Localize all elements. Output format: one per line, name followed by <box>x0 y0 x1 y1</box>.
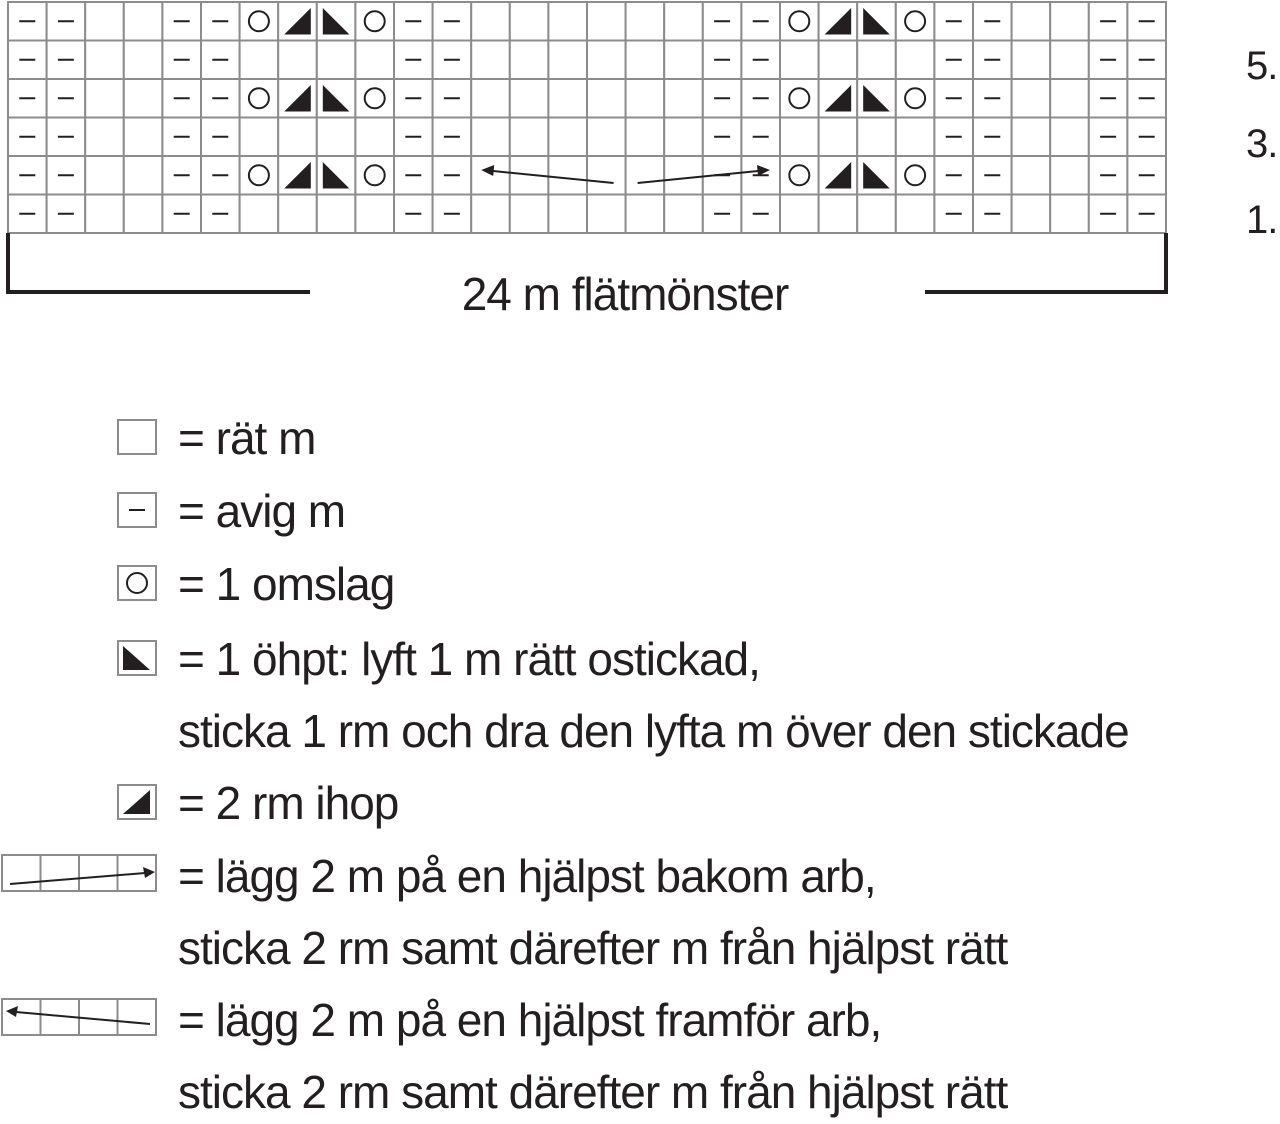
chart-cell <box>510 41 549 80</box>
chart-caption: 24 m flätmönster <box>461 268 789 320</box>
chart-cell <box>819 195 858 234</box>
chart-cell <box>587 2 626 41</box>
chart-cell <box>510 79 549 118</box>
chart-cell <box>1050 195 1089 234</box>
k2tog-icon <box>117 784 157 820</box>
chart-cell <box>355 195 394 234</box>
knit-square-icon <box>117 419 157 455</box>
chart-cell <box>626 195 665 234</box>
chart-cell <box>510 195 549 234</box>
chart-cell <box>626 118 665 157</box>
chart-cell <box>240 79 279 118</box>
chart-cell <box>896 2 935 41</box>
chart-cell <box>1012 156 1051 195</box>
chart-cell <box>780 2 819 41</box>
chart-cell <box>587 195 626 234</box>
chart-cell <box>587 79 626 118</box>
chart-cell <box>240 156 279 195</box>
row-number-5: 5. <box>1246 44 1278 88</box>
chart-cell <box>85 156 124 195</box>
chart-cell <box>664 156 703 195</box>
legend-cable-front-label-1: = lägg 2 m på en hjälpst framför arb, <box>178 994 882 1046</box>
chart-cell <box>857 195 896 234</box>
chart-cell <box>587 41 626 80</box>
chart-cell <box>819 156 858 195</box>
chart-cell <box>510 2 549 41</box>
chart-cell <box>780 156 819 195</box>
chart-cell <box>1050 2 1089 41</box>
legend-cable-back-label-2: sticka 2 rm samt därefter m från hjälpst rätt <box>178 922 1008 974</box>
legend-knit-label: = rät m <box>178 412 316 464</box>
chart-cell <box>471 2 510 41</box>
chart-cell <box>548 2 587 41</box>
chart-cell <box>548 79 587 118</box>
row-number-3: 3. <box>1246 122 1278 166</box>
legend-cable-front-label-2: sticka 2 rm samt därefter m från hjälpst rätt <box>178 1066 1008 1118</box>
chart-cell <box>317 195 356 234</box>
chart-cell <box>355 118 394 157</box>
chart-cell <box>626 156 665 195</box>
chart-cell <box>896 156 935 195</box>
chart-cell <box>124 2 163 41</box>
chart-cell <box>664 79 703 118</box>
chart-cell <box>1050 41 1089 80</box>
legend-k2tog-label: = 2 rm ihop <box>178 777 399 829</box>
chart-cell <box>1050 79 1089 118</box>
chart-cell <box>780 118 819 157</box>
chart-cell <box>471 156 510 195</box>
chart-cell <box>896 79 935 118</box>
slip-over-icon <box>117 640 157 676</box>
chart-cell <box>85 79 124 118</box>
legend-slip-over-label-2: sticka 1 rm och dra den lyfta m över den stickade <box>178 705 1129 757</box>
chart-cell <box>278 118 317 157</box>
purl-square-icon <box>117 492 157 528</box>
chart-cell <box>85 2 124 41</box>
chart-cell <box>1050 118 1089 157</box>
chart-cell <box>85 118 124 157</box>
chart-cell <box>355 156 394 195</box>
chart-cell <box>896 41 935 80</box>
chart-cell <box>124 41 163 80</box>
chart-cell <box>1012 118 1051 157</box>
chart-cell <box>819 2 858 41</box>
cable-front-icon <box>0 997 160 1037</box>
legend-purl-label: = avig m <box>178 485 346 537</box>
chart-cell <box>278 195 317 234</box>
chart-cell <box>780 195 819 234</box>
chart-cell <box>1050 156 1089 195</box>
chart-cell <box>85 41 124 80</box>
chart-cell <box>1012 41 1051 80</box>
chart-cell <box>124 156 163 195</box>
chart-cell <box>780 41 819 80</box>
chart-cell <box>317 41 356 80</box>
chart-cell <box>626 79 665 118</box>
row-number-1: 1. <box>1246 198 1278 242</box>
legend-slip-over-label-1: = 1 öhpt: lyft 1 m rätt ostickad, <box>178 633 760 685</box>
chart-cell <box>240 41 279 80</box>
chart-cell <box>587 156 626 195</box>
chart-cell <box>857 118 896 157</box>
chart-cell <box>278 41 317 80</box>
chart-cell <box>548 156 587 195</box>
chart-cell <box>548 41 587 80</box>
chart-cell <box>85 195 124 234</box>
chart-cell <box>510 118 549 157</box>
chart-cell <box>664 41 703 80</box>
yarn-over-icon <box>117 565 157 601</box>
chart-cell <box>471 41 510 80</box>
chart-cell <box>626 41 665 80</box>
chart-cell <box>626 2 665 41</box>
chart-cell <box>780 79 819 118</box>
cable-back-icon <box>0 853 160 893</box>
chart-cell <box>240 118 279 157</box>
chart-cell <box>896 118 935 157</box>
chart-cell <box>471 195 510 234</box>
chart-cell <box>664 195 703 234</box>
chart-cell <box>240 195 279 234</box>
chart-cell <box>1012 195 1051 234</box>
chart-cell <box>548 118 587 157</box>
chart-cell <box>896 195 935 234</box>
chart-cell <box>819 41 858 80</box>
legend-yarn-over-label: = 1 omslag <box>178 558 395 610</box>
legend-cable-back-label-1: = lägg 2 m på en hjälpst bakom arb, <box>178 850 876 902</box>
chart-cell <box>355 79 394 118</box>
chart-cell <box>355 2 394 41</box>
chart-cell <box>471 118 510 157</box>
chart-cell <box>664 2 703 41</box>
chart-cell <box>819 118 858 157</box>
chart-cell <box>124 118 163 157</box>
chart-cell <box>124 195 163 234</box>
chart-cell <box>1012 2 1051 41</box>
chart-cell <box>124 79 163 118</box>
chart-cell <box>355 41 394 80</box>
chart-cell <box>471 79 510 118</box>
chart-cell <box>819 79 858 118</box>
chart-cell <box>587 118 626 157</box>
chart-cell <box>664 118 703 157</box>
chart-cell <box>317 118 356 157</box>
chart-cell <box>548 195 587 234</box>
chart-cell <box>240 2 279 41</box>
chart-cell <box>1012 79 1051 118</box>
chart-cell <box>857 41 896 80</box>
